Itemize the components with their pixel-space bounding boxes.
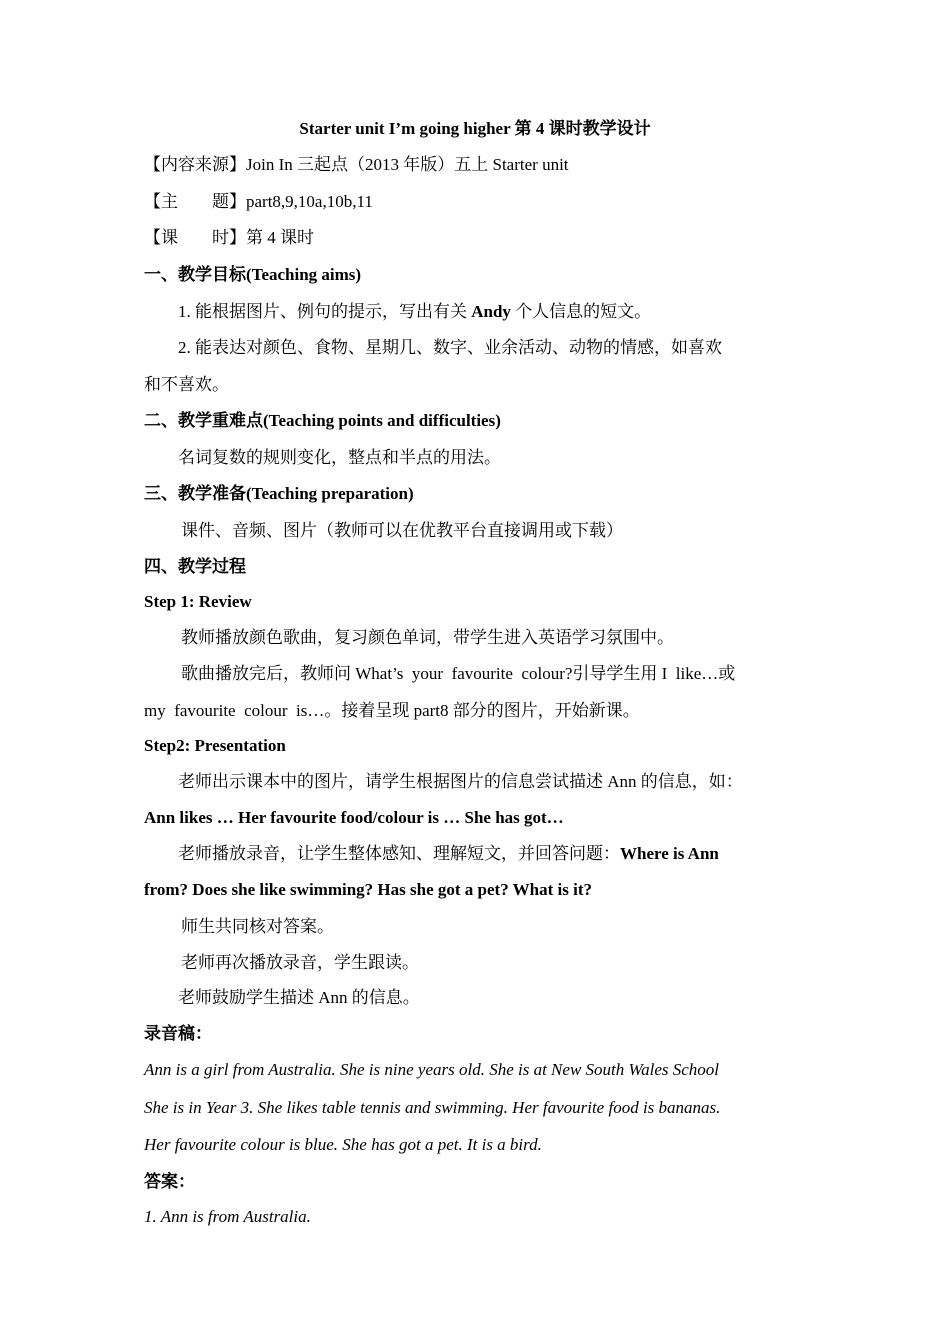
section-heading-difficulties: 二、教学重难点(Teaching points and difficulties) [144, 411, 501, 430]
transcript-line-1: Ann is a girl from Australia. She is nine years old. She is at New South Wales School [144, 1060, 720, 1079]
aim-2-line-2: 和不喜欢。 [144, 375, 229, 394]
period-label: 【课 时】 [144, 228, 246, 247]
step-1-paragraph-2-line-1: 歌曲播放完后，教师问 What’s your favourite colour?引导学生用 I like…或 [181, 664, 736, 683]
step-2-paragraph-3: 师生共同核对答案。 [181, 917, 334, 936]
step-2-paragraph-5: 老师鼓励学生描述 Ann 的信息。 [178, 988, 420, 1007]
section-heading-preparation: 三、教学准备(Teaching preparation) [144, 484, 414, 503]
preparation-text: 课件、音频、图片（教师可以在优教平台直接调用或下载） [181, 521, 623, 540]
step-1-paragraph-2-line-2: my favourite colour is…。接着呈现 part8 部分的图片，开始新课。 [144, 701, 640, 720]
topic-line [144, 191, 373, 213]
answers-heading: 答案： [144, 1172, 195, 1191]
step-2-paragraph-2-text: 老师播放录音，让学生整体感知、理解短文，并回答问题： [178, 844, 620, 863]
topic-label: 【主 题】 [144, 192, 246, 211]
step-2-paragraph-2-line-2: from? Does she like swimming? Has she got a pet? What is it? [144, 880, 592, 899]
period-line [144, 227, 314, 249]
aim-1-text-a: 1. 能根据图片、例句的提示，写出有关 [178, 302, 472, 321]
transcript-line-3: Her favourite colour is blue. She has got a pet. It is a bird. [144, 1135, 542, 1154]
step-2-paragraph-1-line-1: 老师出示课本中的图片，请学生根据图片的信息尝试描述 Ann 的信息，如： [178, 772, 743, 791]
section-heading-aims: 一、教学目标(Teaching aims) [144, 265, 362, 284]
difficulties-text: 名词复数的规则变化，整点和半点的用法。 [178, 448, 501, 467]
aim-2-line-1: 2. 能表达对颜色、食物、星期几、数字、业余活动、动物的情感，如喜欢 [178, 338, 722, 357]
content-source-line [144, 154, 569, 176]
aim-1 [178, 301, 651, 323]
aim-1-name: Andy [471, 302, 511, 321]
step-1-heading: Step 1: Review [144, 592, 252, 611]
answer-1: 1. Ann is from Australia. [144, 1207, 311, 1226]
aim-1-text-b: 个人信息的短文。 [510, 302, 652, 321]
document-title: Starter unit I’m going higher 第 4 课时教学设计 [299, 119, 651, 138]
transcript-heading: 录音稿： [144, 1024, 212, 1043]
topic-value: part8,9,10a,10b,11 [246, 192, 373, 211]
step-2-paragraph-4: 老师再次播放录音，学生跟读。 [181, 953, 419, 972]
transcript-line-2: She is in Year 3. She likes table tennis and swimming. Her favourite food is bananas. [144, 1098, 721, 1117]
step-2-paragraph-2-question: Where is Ann [620, 844, 719, 863]
step-1-paragraph-1: 教师播放颜色歌曲，复习颜色单词，带学生进入英语学习氛围中。 [181, 628, 674, 647]
section-heading-process: 四、教学过程 [144, 557, 246, 576]
content-source-value: Join In 三起点（2013 年版）五上 Starter unit [246, 155, 569, 174]
step-2-paragraph-1-line-2: Ann likes … Her favourite food/colour is … She has got… [144, 808, 564, 827]
period-value: 第 4 课时 [246, 228, 314, 247]
step-2-paragraph-2-line-1 [178, 843, 719, 865]
content-source-label: 【内容来源】 [144, 155, 246, 174]
step-2-heading: Step2: Presentation [144, 736, 286, 755]
